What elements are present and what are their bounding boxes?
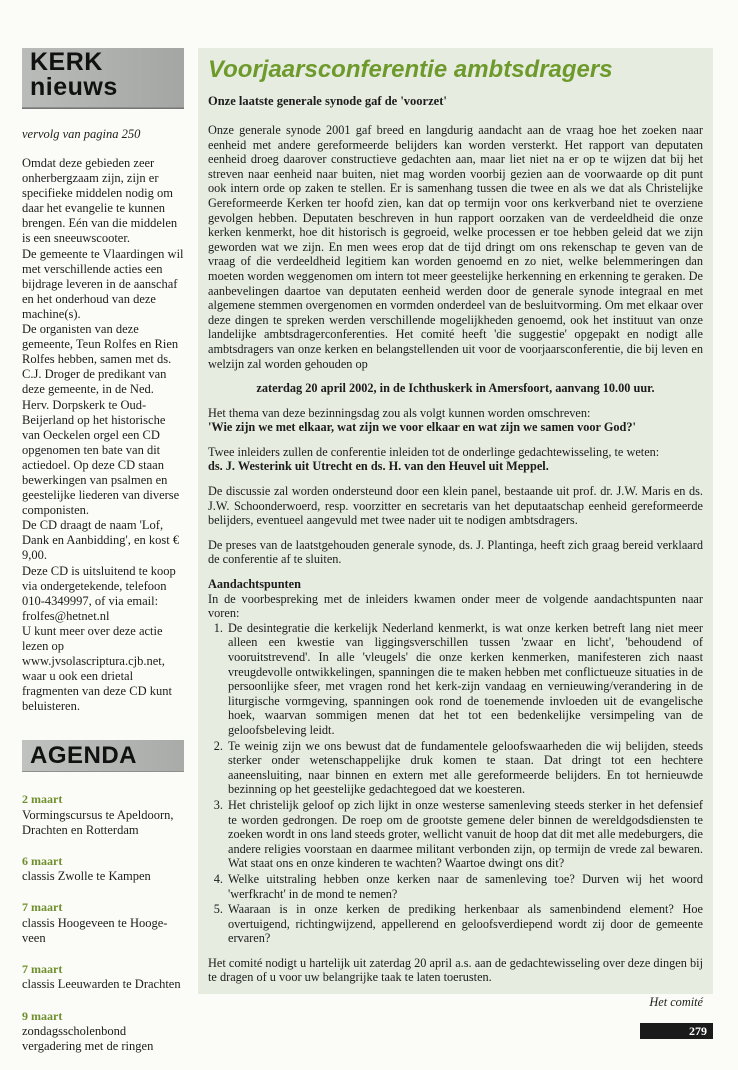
preses-paragraph: De preses van de laatstgehouden generale synode, ds. J. Plantinga, heeft zich graag bereid verklaard de conferentie af te sluiten.	[208, 537, 703, 567]
agenda-date: 7 maart	[22, 900, 63, 915]
article-body	[208, 123, 703, 985]
sidebar-body	[22, 156, 184, 714]
event-date-line: zaterdag 20 april 2002, in de Ichthuskerk in Amersfoort, aanvang 10.00 uur.	[256, 381, 655, 396]
kerk-title-line1: KERK	[30, 48, 103, 76]
agenda-item	[22, 854, 184, 884]
agenda-date: 6 maart	[22, 854, 63, 869]
kerk-title-line2: nieuws	[30, 73, 118, 101]
sidebar-paragraph: Deze CD is uitsluitend te koop via ondergetekende, telefoon 010-4349997, of via email: frolfes@hetnet.nl	[22, 563, 176, 623]
agenda-banner	[22, 740, 184, 772]
speakers-intro: Twee inleiders zullen de conferentie inleiden tot de onderlinge gedachtewisseling, te weten:	[208, 444, 660, 459]
agenda-text: classis Hoogeveen te Hooge-veen	[22, 915, 168, 945]
page-number: 279	[640, 1023, 713, 1039]
agenda-date: 9 maart	[22, 1008, 63, 1023]
agenda-date: 7 maart	[22, 962, 63, 977]
agenda-text: classis Leeuwarden te Drachten	[22, 977, 181, 992]
sidebar-paragraph: De gemeente te Vlaardingen wil met verschillende acties een bijdrage leveren in de aanschaf en het onderhoud van deze machine(s).	[22, 246, 184, 321]
signature: Het comité	[649, 995, 703, 1010]
sidebar-paragraph: Omdat deze gebieden zeer onherbergzaam zijn, zijn er specifieke middelen nodig om daar het evangelie te kunnen brengen. Eén van die middelen is een sneeuwscooter.	[22, 156, 178, 246]
agenda-date: 2 maart	[22, 792, 63, 807]
continued-note: vervolg van pagina 250	[22, 127, 141, 141]
agenda-text: zondagsscholenbond vergadering met de ringen	[22, 1023, 154, 1053]
agenda-text: classis Zwolle te Kampen	[22, 869, 151, 884]
list-item: 4. Welke uitstraling hebben onze kerken naar de samenleving toe? Durven wij het woord 'werfkracht' in de mond te nemen?	[226, 872, 703, 901]
speakers-paragraph	[208, 445, 703, 474]
sidebar-paragraph: De organisten van deze gemeente, Teun Rolfes en Rien Rolfes hebben, samen met ds. C.J. Droger de predikant van deze gemeente, in de Ned. Herv. Dorpskerk te Oud-Beijerland op het historische van Oeckelen orgel een CD opgenomen ten bate van dit actiedoel. Op deze CD staan bewerkingen van psalmen en geestelijke liederen van diverse componisten.	[22, 322, 180, 518]
agenda-item	[22, 792, 184, 838]
agenda-item	[22, 1009, 184, 1055]
points-intro: In de voorbespreking met de inleiders kwamen onder meer de volgende aandachtspunten naar voren:	[208, 591, 703, 621]
article-headline: Voorjaarsconferentie ambtsdragers	[208, 56, 613, 83]
points-heading: Aandachtspunten	[208, 577, 301, 592]
speakers-names: ds. J. Westerink uit Utrecht en ds. H. van den Heuvel uit Meppel.	[208, 459, 549, 474]
theme-intro: Het thema van deze bezinningsdag zou als volgt kunnen worden omschreven:	[208, 405, 591, 420]
discussion-paragraph: De discussie zal worden ondersteund door een klein panel, bestaande uit prof. dr. J.W. Maris en ds. J.W. Schoonderwoerd, resp. voorzitter en secretaris van het deputaatschap eenheid gereformeerde belijders, eventueel aangevuld met twee nader uit te nodigen ambtsdragers.	[208, 484, 703, 528]
points-section	[208, 577, 703, 621]
intro-paragraph: Onze generale synode 2001 gaf breed en langdurig aandacht aan de vraag hoe het zoeken naar eenheid met andere gereformeerde belijders kan worden versterkt. Het rapport van deputaten eenheid droeg daarover constructieve gedachten aan, maar liet niet na er op te wijzen dat bij het streven naar eenheid naar buiten, niet mag worden voorbij gezien aan de voorwaarde op dit punt ook intern orde op zaken te stellen. Er is samenhang tussen die twee en als we dat als Christelijke Gereformeerde Kerken ter hoofd zien, kan dat op termijn voor ons kerkverband niet te overziene gevolgen hebben. Deputaten beschreven in hun rapport oorzaken van de verdeeldheid die onze kerken kenmerkt, hoe dit historisch is gegroeid, welke processen er toe hebben geleid dat we zijn geworden wat we zijn. En men wees erop dat de tijd dringt om ons rekenschap te geven van de vraag of die verdeeldheid legitiem kan worden genoemd en zo niet, welke belemmeringen dan moeten worden weggenomen om intern tot meer geestelijke herkenning en erkenning te geraken. De aanbevelingen daartoe van deputaten eenheid werden door de generale synode integraal en met algemene stemmen overgenomen en vormden onderdeel van de besluitvorming. Om met elkaar over deze dingen te spreken werden verschillende mogelijkheden genoemd, ook het instituut van onze landelijke ambtsdragerconferenties. Het comité heeft 'die suggestie' opgepakt en nodigt alle ambtsdragers van onze kerken en belangstellenden uit voor de voorjaarsconferentie, die bij leven en welzijn zal worden gehouden op	[208, 123, 703, 371]
list-item: 1. De desintegratie die kerkelijk Nederland kenmerkt, is wat onze kerken betreft lang niet meer alleen een kwestie van liggingsverschillen tussen 'zwaar en licht', 'behoudend of vooruitstrevend'. In alle 'vleugels' die onze kerken kenmerken, manifesteren zich naast vreugdevolle ontwikkelingen, spanningen die te maken hebben met conflictueuze situaties in de persoonlijke sfeer, met vragen rond het kerk-zijn vandaag en vernieuwing/verandering in de liturgische vormgeving, spanningen ook rond de toenemende invloeden uit de evangelische hoek, waarvan sommigen menen dat het tot een bedenkelijke versimpeling van de geloofsbeleving leidt.	[226, 621, 703, 738]
sidebar	[22, 48, 184, 1070]
agenda-list	[22, 792, 184, 1054]
list-item: 3. Het christelijk geloof op zich lijkt in onze westerse samenleving steeds sterker in het defensief te worden gedrongen. De roep om de grootste gemene deler binnen de wereldgodsdiensten te zoeken wordt in ons land steeds groter, wellicht vanuit de hoop dat dit met alle medeburgers, die andere religies voorstaan en daarmee militant verbonden zijn, op termijn de vrede zal bewaren. Wat staat ons en onze kinderen te wachten? Waartoe dwingt ons dit?	[226, 798, 703, 871]
agenda-item	[22, 900, 184, 946]
agenda-item	[22, 962, 184, 992]
sidebar-paragraph: U kunt meer over deze actie lezen op www.jvsolascriptura.cjb.net, waar u ook een drietal fragmenten van deze CD kunt beluisteren.	[22, 623, 172, 714]
kerk-nieuws-banner	[22, 48, 184, 108]
article-subtitle: Onze laatste generale synode gaf de 'voorzet'	[208, 94, 447, 108]
divider	[22, 108, 184, 109]
list-item: 2. Te weinig zijn we ons bewust dat de fundamentele geloofswaarheden die wij belijden, steeds sterker onder wetenschappelijke druk komen te staan. Dat dringt tot een hechtere aaneensluiting, naar binnen en extern met alle gereformeerde belijders. En tot hernieuwde bezinning op het geestelijke gedachtegoed dat we koesteren.	[226, 739, 703, 797]
list-item: 5. Waaraan is in onze kerken de prediking herkenbaar als samenbindend element? Hoe overtuigend, richtingwijzend, appellerend en geloofsverdiepend wordt zij door de gemeente ervaren?	[226, 902, 703, 946]
agenda-text: Vormingscursus te Apeldoorn, Drachten en Rotterdam	[22, 807, 174, 837]
agenda-title: AGENDA	[30, 742, 138, 770]
article-panel	[198, 48, 713, 1010]
closing-paragraph: Het comité nodigt u hartelijk uit zaterdag 20 april a.s. aan de gedachtewisseling over deze dingen bij te dragen of u voor uw belangrijke taak te laten toerusten.	[208, 955, 703, 985]
theme-text: 'Wie zijn we met elkaar, wat zijn we voor elkaar en wat zijn we samen voor God?'	[208, 420, 636, 435]
theme-paragraph	[208, 406, 703, 435]
points-list	[208, 621, 703, 946]
sidebar-paragraph: De CD draagt de naam 'Lof, Dank en Aanbidding', en kost € 9,00.	[22, 518, 180, 563]
